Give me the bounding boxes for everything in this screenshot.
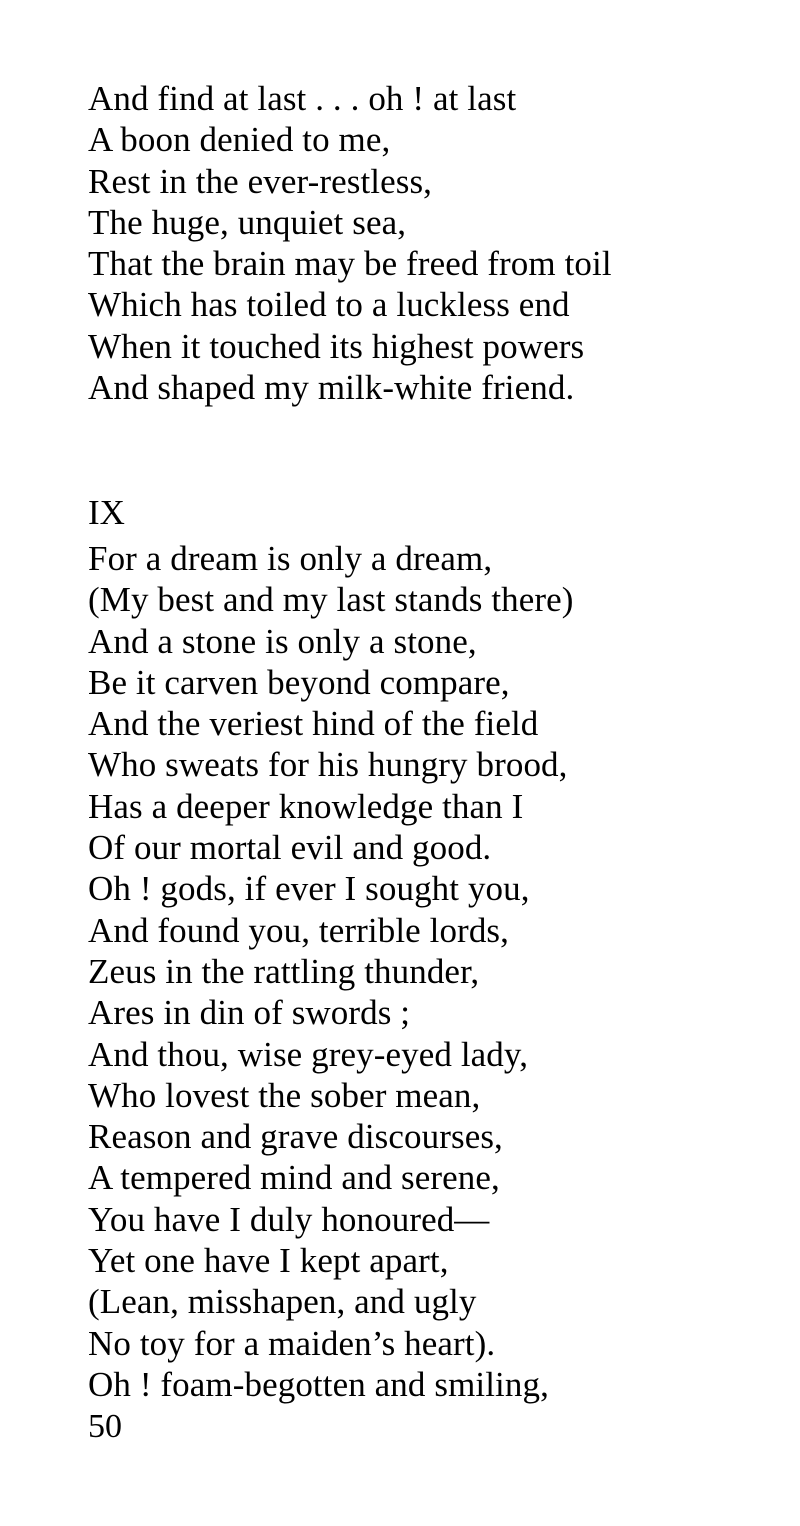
poem-line: When it touched its highest powers <box>88 326 585 366</box>
poem-line: Ares in din of swords ; <box>88 993 411 1033</box>
poem-line: For a dream is only a dream, <box>88 539 493 578</box>
poem-line: Has a deeper knowledge than I <box>88 786 524 826</box>
poem-line: Rest in the ever-restless, <box>88 161 433 201</box>
poem-line: No toy for a maiden’s heart). <box>88 1323 496 1363</box>
poem-line: (Lean, misshapen, and ugly <box>88 1282 477 1322</box>
poem-line: Zeus in the rattling thunder, <box>88 951 480 991</box>
poem-line: Which has toiled to a luckless end <box>88 285 570 325</box>
poem-line: A boon denied to me, <box>88 120 391 160</box>
page-number: 50 <box>88 1408 122 1445</box>
poem-line: The huge, unquiet sea, <box>88 202 407 242</box>
poem-line: Who sweats for his hungry brood, <box>88 745 568 785</box>
poem-line: Oh ! gods, if ever I sought you, <box>88 869 530 909</box>
poem-line: And a stone is only a stone, <box>88 621 477 661</box>
poem-line: And the veriest hind of the field <box>88 704 539 744</box>
poem-line: You have I duly honoured— <box>88 1199 490 1239</box>
poem-line: That the brain may be freed from toil <box>88 244 612 284</box>
poem-line: Oh ! foam-begotten and smiling, <box>88 1364 549 1404</box>
section-numeral: IX <box>88 493 125 532</box>
poem-line: And thou, wise grey-eyed lady, <box>88 1034 529 1074</box>
poem-line: (My best and my last stands there) <box>88 580 574 620</box>
poem-line: Who lovest the sober mean, <box>88 1075 481 1115</box>
poem-line: And found you, terrible lords, <box>88 910 509 950</box>
poem-line: A tempered mind and serene, <box>88 1158 500 1198</box>
poem-line: Be it carven beyond compare, <box>88 662 510 702</box>
poem-line: Reason and grave discourses, <box>88 1117 503 1157</box>
poem-line: Yet one have I kept apart, <box>88 1241 449 1281</box>
poem-line: Of our mortal evil and good. <box>88 828 492 868</box>
poem-line: And shaped my milk-white friend. <box>88 368 575 408</box>
stanza-ix <box>88 488 574 1405</box>
poem-line: And find at last . . . oh ! at last <box>88 79 517 118</box>
stanza-continued <box>88 78 612 408</box>
